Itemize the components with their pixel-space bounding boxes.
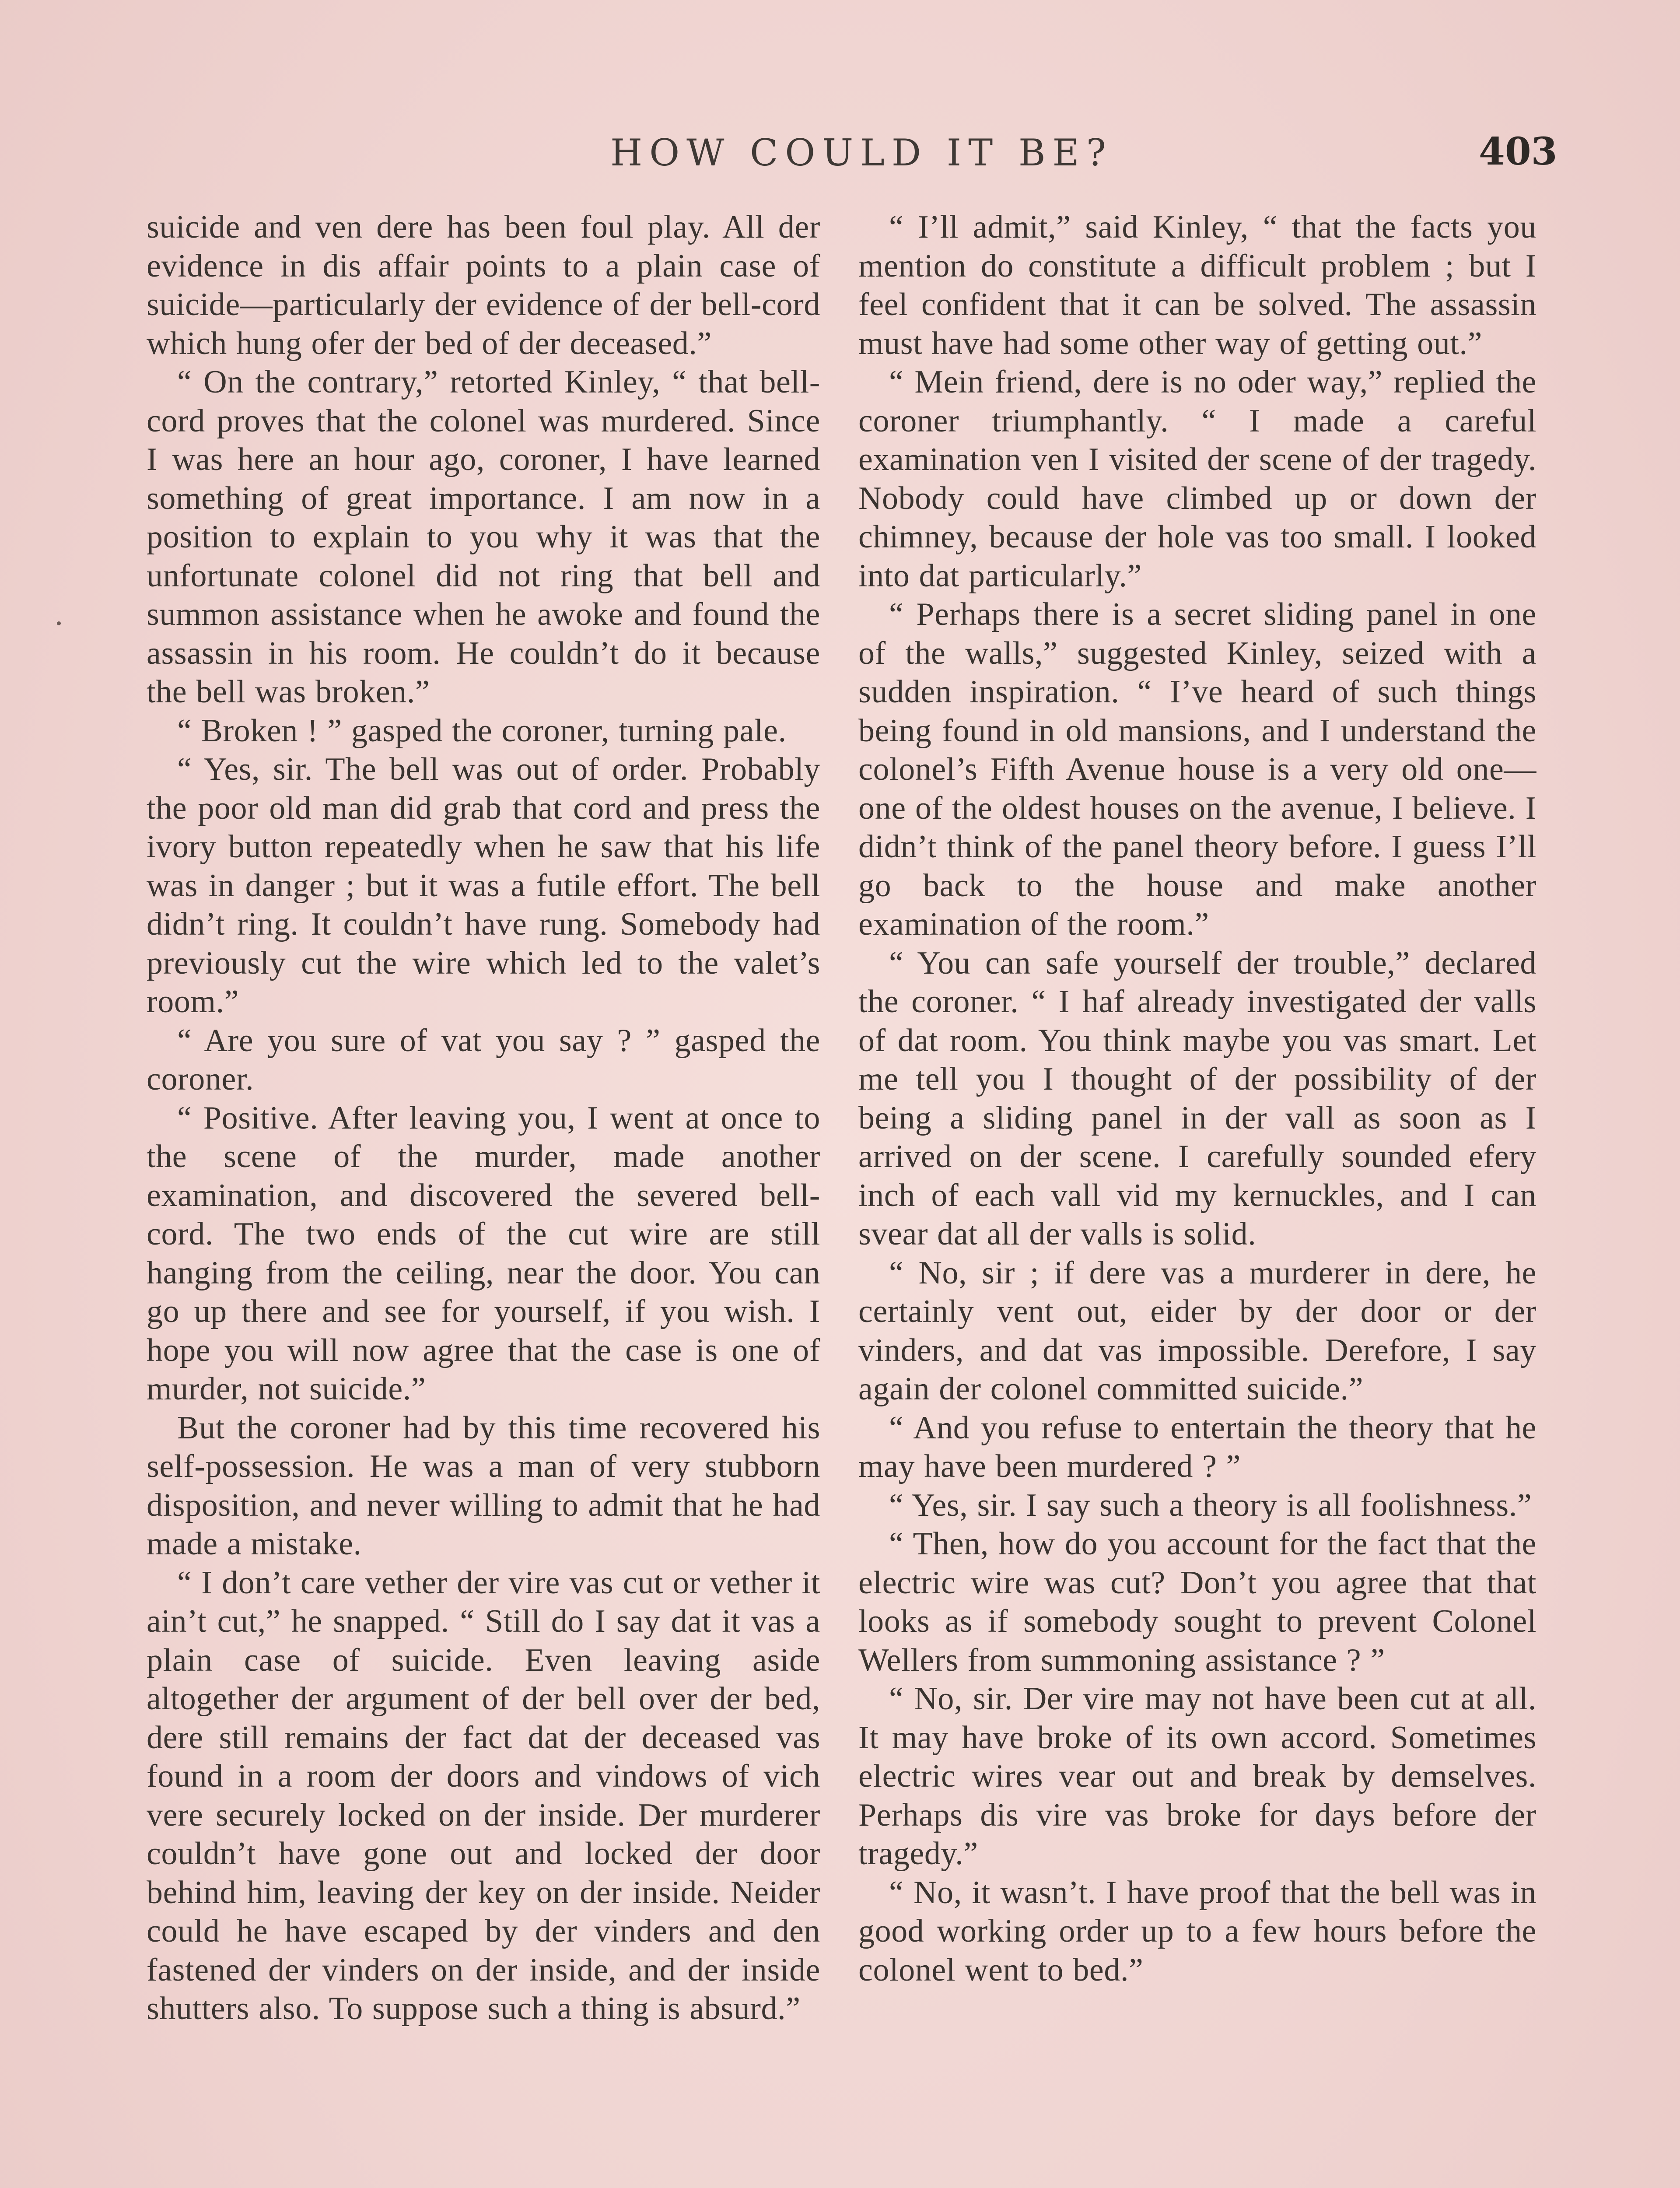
paragraph: “ Positive. After leaving you, I went at once to the scene of the murder, made another examination, and discovered the severed bell-cord. The two ends of the cut wire are still hanging from the ceiling, near the door. You can go up there and see for yourself, if you wish. I hope you will now agree that the case is one of murder, not suicide.” [147,1100,820,1407]
paragraph: “ No, sir. Der vire may not have been cut at all. It may have broke of its own accord. Sometimes electric wires vear out and break by demselves. Perhaps dis vire vas broke for days before der tragedy.” [858,1681,1536,1872]
paragraph: “ Perhaps there is a secret sliding panel in one of the walls,” suggested Kinley, seized with a sudden inspiration. “ I’ve heard of such things being found in old mansions, and I understand the colonel’s Fifth Avenue house is a very old one—one of the oldest houses on the avenue, I believe. I didn’t think of the panel theory before. I guess I’ll go back to the house and make another examination of the room.” [858,596,1536,942]
paragraph: “ No, sir ; if dere vas a murderer in dere, he certainly vent out, eider by der door or der vinders, and dat vas impossible. Derefore, I say again der colonel committed suicide.” [858,1255,1536,1407]
paragraph: “ Yes, sir. The bell was out of order. Probably the poor old man did grab that cord and press the ivory button repeatedly when he saw that his life was in danger ; but it was a futile effort. The bell didn’t ring. It couldn’t have rung. Somebody had previously cut the wire which led to the valet’s room.” [147,751,820,1020]
paragraph: suicide and ven dere has been foul play. All der evidence in dis affair points to a plain case of suicide—particularly der evidence of der bell-cord which hung ofer der bed of der deceased.” [147,209,820,361]
paragraph: “ Then, how do you account for the fact that the electric wire was cut? Don’t you agree that that looks as if somebody sought to prevent Colonel Wellers from summoning assistance ? ” [858,1526,1536,1678]
page-number: 403 [1479,130,1558,174]
left-text-column [147,208,820,2028]
paragraph: “ On the contrary,” retorted Kinley, “ that bell-cord proves that the colonel was murdered. Since I was here an hour ago, coroner, I have learned something of great importance. I am now in a position to explain to you why it was that the unfortunate colonel did not ring that bell and summon assistance when he awoke and found the assassin in his room. He couldn’t do it because the bell was broken.” [147,364,820,710]
paragraph: “ I’ll admit,” said Kinley, “ that the facts you mention do constitute a difficult problem ; but I feel confident that it can be solved. The assassin must have had some other way of getting out.” [858,209,1536,361]
paragraph: But the coroner had by this time recovered his self-possession. He was a man of very stubborn disposition, and never willing to admit that he had made a mistake. [147,1410,820,1562]
paragraph: “ You can safe yourself der trouble,” declared the coroner. “ I haf already investigated der valls of dat room. You think maybe you vas smart. Let me tell you I thought of der possibility of der being a sliding panel in der vall as soon as I arrived on der scene. I carefully sounded efery inch of each vall vid my kernuckles, and I can svear dat all der valls is solid. [858,945,1536,1252]
paragraph: “ Yes, sir. I say such a theory is all foolishness.” [889,1487,1532,1523]
paragraph: “ Mein friend, dere is no oder way,” replied the coroner triumphantly. “ I made a careful examination ven I visited der scene of der tragedy. Nobody could have climbed up or down der chimney, because der hole vas too small. I looked into dat particularly.” [858,364,1536,594]
running-title: HOW COULD IT BE? [610,131,1113,174]
right-text-column [858,208,1536,1989]
ink-speck [57,621,61,625]
paragraph: “ No, it wasn’t. I have proof that the bell was in good working order up to a few hours before the colonel went to bed.” [858,1874,1536,1988]
paragraph: “ And you refuse to entertain the theory that he may have been murdered ? ” [858,1410,1536,1484]
paragraph: “ I don’t care vether der vire vas cut or vether it ain’t cut,” he snapped. “ Still do I say dat it vas a plain case of suicide. Even leaving aside altogether der argument of der bell over der bed, dere still remains der fact dat der deceased vas found in a room der doors and vindows of vich vere securely locked on der inside. Der murderer couldn’t have gone out and locked der door behind him, leaving der key on der inside. Neider could he have escaped by der vinders and den fastened der vinders on der inside, and der inside shutters also. To suppose such a thing is absurd.” [147,1564,820,2027]
paragraph: “ Are you sure of vat you say ? ” gasped the coroner. [147,1022,820,1097]
paragraph: “ Broken ! ” gasped the coroner, turning pale. [177,712,787,749]
